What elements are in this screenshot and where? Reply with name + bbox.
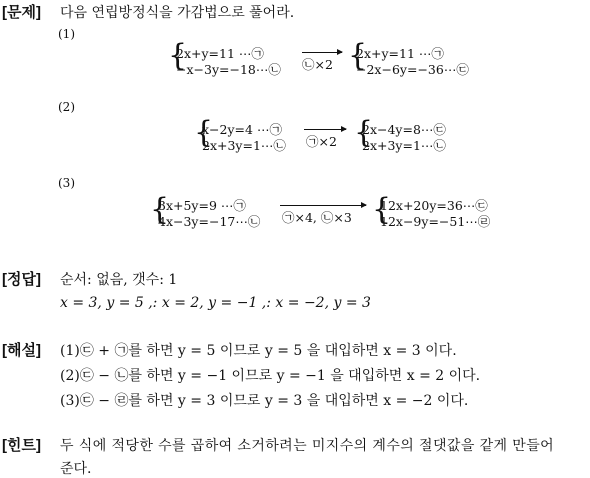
hint-line-2: 준다. [60,461,92,477]
part2-right-eq1: 2x−4y=8⋯㉢ [362,122,446,137]
part3-operation: ㉠×4, ㉡×3 [282,210,352,225]
part3-right-eq1: 12x+20y=36⋯㉢ [380,198,488,213]
part3-number: (3) [58,176,75,190]
part3-left-brace: { [150,192,170,227]
part2-arrow [304,129,346,130]
part2-left-brace: { [194,115,214,150]
part2-left-eq2: 2x+3y=1⋯㉡ [202,138,286,153]
part1-operation: ㉡×2 [302,57,333,72]
explanation-line-3: (3)㉢ − ㉣를 하면 y = 3 이므로 y = 3 을 대입하면 x = −2 이다. [60,393,469,409]
part1-right-brace: { [348,38,368,73]
part1-left-eq1: 2x+y=11 ⋯㉠ [176,46,264,61]
part2-left-eq1: x−2y=4 ⋯㉠ [202,122,282,137]
part1-arrow [302,52,342,53]
part1-right-eq2: −2x−6y=−36⋯㉢ [356,62,469,77]
part2-number: (2) [58,100,75,114]
answer-label: [정답] [2,271,41,288]
problem-label: [문제] [2,4,41,21]
explanation-line-1: (1)㉢ + ㉠를 하면 y = 5 이므로 y = 5 을 대입하면 x = 3 이다. [60,343,457,359]
part3-right-brace: { [372,192,392,227]
part2-right-system [362,122,446,154]
answer-count: 순서: 없음, 갯수: 1 [60,272,178,288]
part2-operation: ㉠×2 [306,134,337,149]
part2-left-system [202,122,286,154]
part1-right-eq1: 2x+y=11 ⋯㉠ [356,46,444,61]
part3-right-eq2: 12x−9y=−51⋯㉣ [380,214,491,229]
part3-arrow [280,205,366,206]
part1-left-system [176,46,281,78]
part3-left-system [158,198,260,230]
part1-number: (1) [58,27,75,41]
part1-left-brace: { [168,38,188,73]
part1-right-system [356,46,469,78]
explanation-line-2: (2)㉢ − ㉡를 하면 y = −1 이므로 y = −1 을 대입하면 x = 2 이다. [60,368,481,384]
part3-right-system [380,198,490,230]
part1-left-eq2: −x−3y=−18⋯㉡ [176,62,281,77]
hint-label: [힌트] [2,437,41,454]
part3-left-eq2: 4x−3y=−17⋯㉡ [158,214,261,229]
problem-text: 다음 연립방정식을 가감법으로 풀어라. [60,5,295,21]
explanation-label: [해설] [2,342,41,359]
answer-solutions: x = 3, y = 5 ,: x = 2, y = −1 ,: x = −2, y = 3 [60,295,371,311]
part2-right-eq2: 2x+3y=1⋯㉡ [362,138,446,153]
part3-left-eq1: 3x+5y=9 ⋯㉠ [158,198,246,213]
part2-right-brace: { [354,115,374,150]
hint-line-1: 두 식에 적당한 수를 곱하여 소거하려는 미지수의 계수의 절댓값을 같게 만들어 [60,438,555,454]
